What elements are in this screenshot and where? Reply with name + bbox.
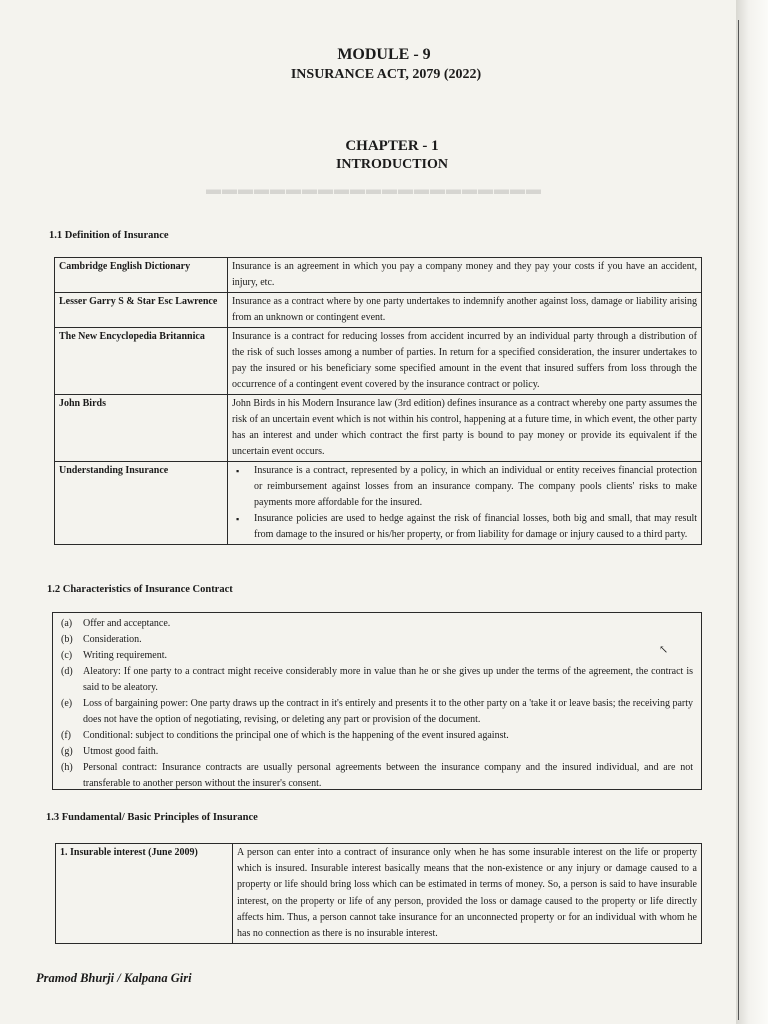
list-item bbox=[61, 632, 693, 648]
definition-source: Understanding Insurance bbox=[55, 462, 228, 545]
item-text: Writing requirement. bbox=[83, 650, 168, 661]
module-title: MODULE - 9 bbox=[337, 46, 431, 63]
definition-table bbox=[54, 257, 702, 545]
definition-source: The New Encyclopedia Britannica bbox=[55, 328, 228, 395]
table-row bbox=[56, 844, 702, 944]
definition-bullets bbox=[228, 462, 702, 545]
bullet-item: ▪ Insurance policies are used to hedge against the risk of financial losses, both big and small, that may result from damage to the insured or his/her property, or from liability for damage or injury caused to a third party. bbox=[254, 511, 697, 543]
section-heading-principles: 1.3 Fundamental/ Basic Principles of Insurance bbox=[46, 812, 258, 823]
item-label: (a) bbox=[61, 618, 73, 629]
principle-name: 1. Insurable interest (June 2009) bbox=[56, 844, 233, 944]
item-label: (b) bbox=[61, 634, 73, 645]
item-text: Conditional: subject to conditions the principal one of which is the happening of the event insured against. bbox=[83, 730, 509, 741]
item-label: (h) bbox=[61, 762, 73, 773]
item-label: (d) bbox=[61, 666, 73, 677]
definition-text: Insurance as a contract where by one party undertakes to indemnify another against loss, damage or liability arising from an unknown or contingent event. bbox=[228, 293, 702, 328]
item-text: Offer and acceptance. bbox=[83, 618, 171, 629]
definition-text: Insurance is an agreement in which you pay a company money and they pay your costs if you have an accident, injury, etc. bbox=[228, 258, 702, 293]
item-label: (g) bbox=[61, 746, 73, 757]
bullet-item: ▪ Insurance is a contract, represented by a policy, in which an individual or entity receives financial protection or reimbursement against losses from an insurance company. The company pools clients' risks to make payments more affordable for the insured. bbox=[254, 463, 697, 511]
act-title: INSURANCE ACT, 2079 (2022) bbox=[290, 67, 482, 82]
principle-text: A person can enter into a contract of insurance only when he has some insurable interest on the life or property which is insured. Insurable interest basically means that the non-existence or any injury or damage caused to a property or life should bring loss which can be estimated in terms of money. So, a person is said to have insurable interest, on the property or life of any person, provided the loss or damage caused to the property or life directly affects him. Thus, a person cannot take insurance for an unconnected property or for an individual with whom he has no connection as there is no insurable interest. bbox=[233, 844, 702, 944]
list-item bbox=[61, 760, 693, 792]
chapter-title: CHAPTER - 1 bbox=[345, 138, 439, 154]
section-heading-characteristics: 1.2 Characteristics of Insurance Contract bbox=[47, 584, 233, 595]
item-label: (c) bbox=[61, 650, 73, 661]
section-heading-definition: 1.1 Definition of Insurance bbox=[49, 230, 169, 241]
definition-text: John Birds in his Modern Insurance law (3rd edition) defines insurance as a contract whereby one party assumes the risk of an uncertain event which is not within his control, happening at a future time, in which event, the other party has an interest and under which contract the first party is bound to pay money or provide its equivalent if the uncertain event occurs. bbox=[228, 395, 702, 462]
item-label: (f) bbox=[61, 730, 71, 741]
definition-source: John Birds bbox=[55, 395, 228, 462]
definition-text: Insurance is a contract for reducing losses from accident incurred by an individual party through a distribution of the risk of such losses among a number of parties. In return for a specified consideration, the insurer undertakes to pay the insured or his beneficiary some specified amount in the event that insured suffers from loss through the occurrence of a contingent event covered by the insurance contract or policy. bbox=[228, 328, 702, 395]
item-text: Aleatory: If one party to a contract might receive considerably more in value than he or she gives up under the terms of the agreement, the contract is said to be aleatory. bbox=[83, 666, 693, 693]
list-item bbox=[61, 648, 693, 664]
list-item bbox=[61, 696, 693, 728]
list-item bbox=[61, 664, 693, 696]
definition-source: Cambridge English Dictionary bbox=[55, 258, 228, 293]
item-text: Personal contract: Insurance contracts are usually personal agreements between the insurance company and the insured individual, and are not transferable to another person without the insurer's consent. bbox=[83, 762, 693, 789]
item-text: Consideration. bbox=[83, 634, 142, 645]
bleed-through-text: ▬▬▬▬▬▬▬▬▬▬▬▬▬▬▬▬▬▬▬▬▬ bbox=[205, 181, 541, 198]
table-row bbox=[55, 395, 702, 462]
list-item bbox=[61, 744, 693, 760]
author-footer: Pramod Bhurji / Kalpana Giri bbox=[36, 971, 192, 985]
principles-table bbox=[55, 843, 702, 944]
table-row bbox=[55, 258, 702, 293]
definition-source: Lesser Garry S & Star Esc Lawrence bbox=[55, 293, 228, 328]
item-label: (e) bbox=[61, 698, 73, 709]
table-row bbox=[55, 328, 702, 395]
item-text: Utmost good faith. bbox=[83, 746, 159, 757]
page-edge-shadow bbox=[736, 0, 768, 1024]
page-edge-line bbox=[738, 20, 739, 1020]
characteristics-box bbox=[52, 612, 702, 790]
table-row bbox=[55, 462, 702, 545]
list-item bbox=[61, 616, 693, 632]
chapter-subtitle: INTRODUCTION bbox=[335, 157, 448, 172]
list-item bbox=[61, 728, 693, 744]
pen-mark-icon: ↖ bbox=[659, 644, 669, 656]
table-row bbox=[55, 293, 702, 328]
item-text: Loss of bargaining power: One party draws up the contract in it's entirely and presents it to the other party on a 'take it or leave basis; the receiving party does not have the option of negotiating, revising, or deleting any part or provision of the document. bbox=[83, 698, 693, 725]
